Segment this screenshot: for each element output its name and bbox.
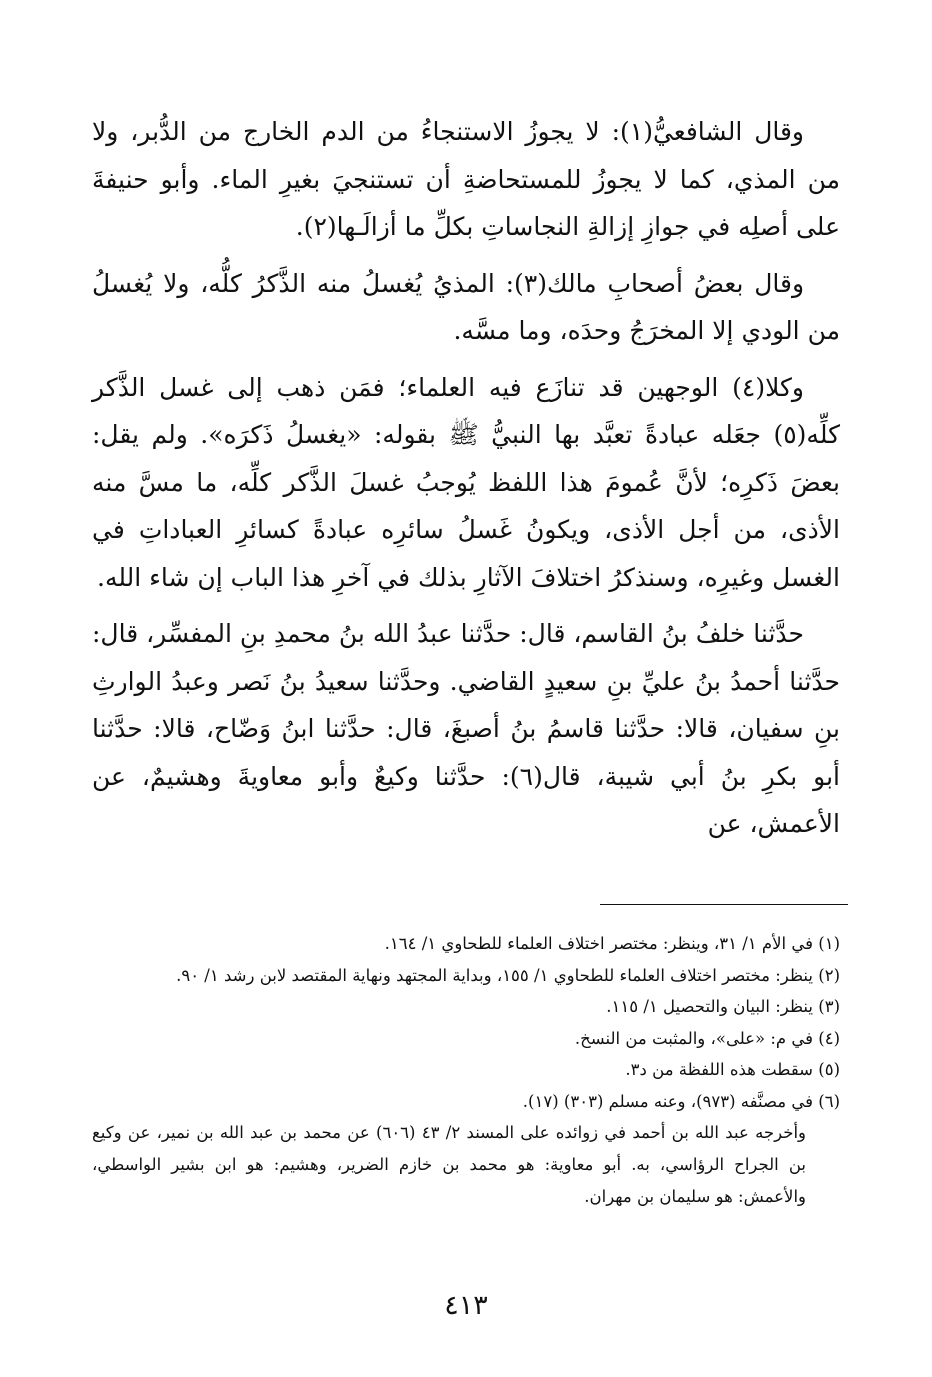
footnote-separator xyxy=(600,904,848,905)
footnote-4: (٤) في م: «على»، والمثبت من النسخ. xyxy=(574,1028,840,1048)
footnote-5: (٥) سقطت هذه اللفظة من د٣. xyxy=(625,1060,840,1079)
paragraph-3: وكلا(٤) الوجهين قد تنازَع فيه العلماء؛ فمَن ذهب إلى غسل الذَّكر كلِّه(٥) جعَله عبادةً تعبَّد بها النبيُّ ﷺ بقوله: «يغسلُ ذَكرَه». ولم يقل: بعضَ ذَكرِه؛ لأنَّ عُمومَ هذا اللفظ يُوجبُ غسلَ الذَّكر كلِّه، ما مسَّ منه الأذى، من أجل الأذى، ويكونُ غَسلُ سائرِه عبادةً كسائرِ العباداتِ في الغسل وغيرِه، وسنذكرُ اختلافَ الآثارِ بذلك في آخرِ هذا الباب إن شاء الله. xyxy=(92,372,840,592)
footnote-1: (١) في الأم ١/ ٣١، وينظر: مختصر اختلاف العلماء للطحاوي ١/ ١٦٤. xyxy=(384,934,840,953)
page-number: ٤١٣ xyxy=(444,1290,488,1321)
footnote-6-continuation: وأخرجه عبد الله بن أحمد في زوائده على المسند ٢/ ٤٣ (٦٠٦) عن محمد بن عبد الله بن نمير، عن وكيع بن الجراح الرؤاسي، به. أبو معاوية: هو محمد بن خازم الضرير، وهشيم: هو ابن بشير الواسطي، والأعمش: هو سليمان بن مهران. xyxy=(92,1123,806,1206)
paragraph-4: حدَّثنا خلفُ بنُ القاسم، قال: حدَّثنا عبدُ الله بنُ محمدِ بنِ المفسِّر، قال: حدَّثنا أحمدُ بنُ عليِّ بنِ سعيدٍ القاضي. وحدَّثنا سعيدُ بنُ نَصر وعبدُ الوارثِ بنِ سفيان، قالا: حدَّثنا قاسمُ بنُ أصبغَ، قال: حدَّثنا ابنُ وَضّاح، قالا: حدَّثنا أبو بكرِ بنُ أبي شيبة، قال(٦): حدَّثنا وكيعٌ وأبو معاويةَ وهشيمٌ، عن الأعمش، عن xyxy=(92,619,840,838)
paragraph-1: وقال الشافعيُّ(١): لا يجوزُ الاستنجاءُ من الدم الخارج من الدُّبر، ولا من المذي، كما لا يجوزُ للمستحاضةِ أن تستنجيَ بغيرِ الماء. وأبو حنيفةَ على أصلِه في جوازِ إزالةِ النجاساتِ بكلِّ ما أزالَـها(٢). xyxy=(92,117,840,241)
paragraph-2: وقال بعضُ أصحابِ مالك(٣): المذيُ يُغسلُ منه الذَّكرُ كلُّه، ولا يُغسلُ من الودي إلا المخرَجُ وحدَه، وما مسَّه. xyxy=(92,268,840,345)
body-text xyxy=(92,108,840,848)
footnote-2: (٢) ينظر: مختصر اختلاف العلماء للطحاوي ١/ ١٥٥، وبداية المجتهد ونهاية المقتصد لابن رشد ١/ ٩٠. xyxy=(176,965,840,985)
footnote-3: (٣) ينظر: البيان والتحصيل ١/ ١١٥. xyxy=(606,997,840,1016)
main-text xyxy=(92,108,840,848)
footnote-6: (٦) في مصنَّفه (٩٧٣)، وعنه مسلم (٣٠٣) (١٧). xyxy=(522,1091,840,1111)
footnotes xyxy=(92,928,840,1213)
